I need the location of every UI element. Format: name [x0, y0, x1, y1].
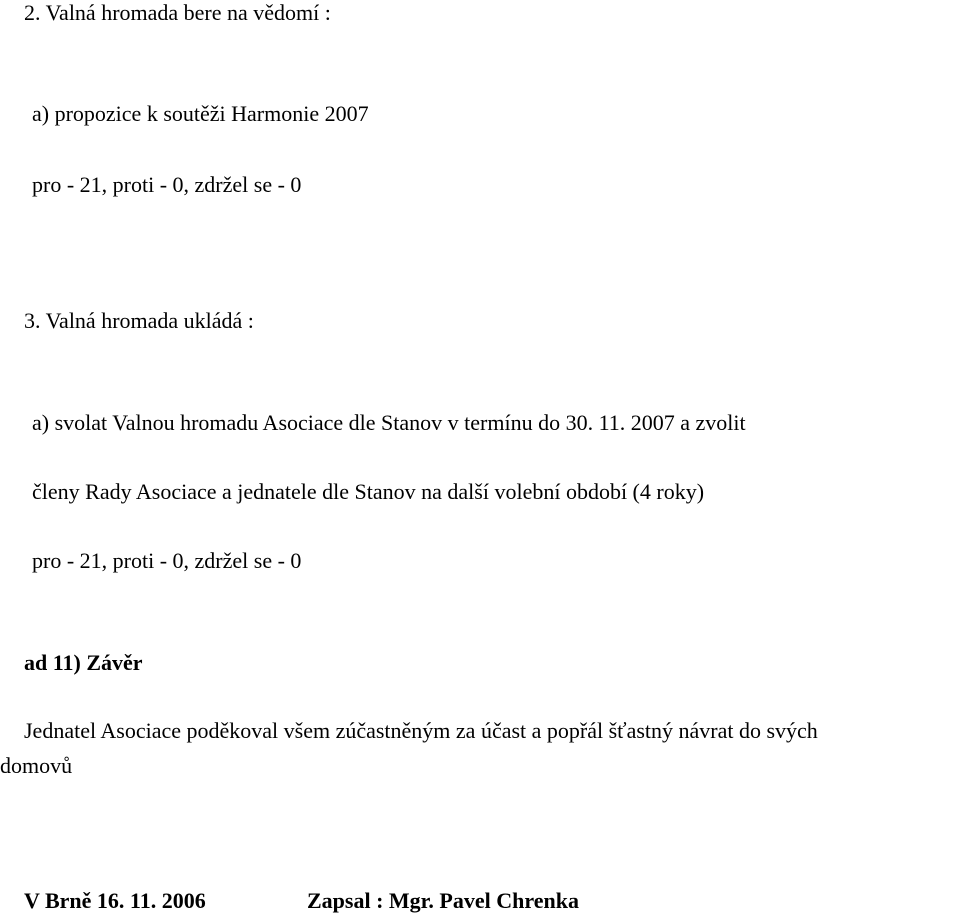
footer-place-date: V Brně 16. 11. 2006: [24, 888, 206, 913]
section3-vote-result: pro - 21, proti - 0, zdržel se - 0: [32, 548, 302, 573]
section2-heading: 2. Valná hromada bere na vědomí :: [24, 0, 331, 25]
closing-text-line1: Jednatel Asociace poděkoval všem zúčastněným za účast a popřál šťastný návrat do svých: [24, 718, 818, 743]
document-footer: [24, 888, 579, 914]
section3-item-a-line1: a) svolat Valnou hromadu Asociace dle Stanov v termínu do 30. 11. 2007 a zvolit: [32, 410, 746, 435]
section3-heading: 3. Valná hromada ukládá :: [24, 308, 254, 333]
footer-recorder: Zapsal : Mgr. Pavel Chrenka: [307, 888, 579, 913]
section2-item-a: a) propozice k soutěži Harmonie 2007: [32, 101, 369, 126]
section3-item-a-line2: členy Rady Asociace a jednatele dle Stanov na další volební období (4 roky): [32, 479, 705, 504]
closing-text-line2: domovů: [0, 753, 73, 778]
ad11-heading: ad 11) Závěr: [24, 650, 143, 675]
section2-vote-result: pro - 21, proti - 0, zdržel se - 0: [32, 172, 302, 197]
